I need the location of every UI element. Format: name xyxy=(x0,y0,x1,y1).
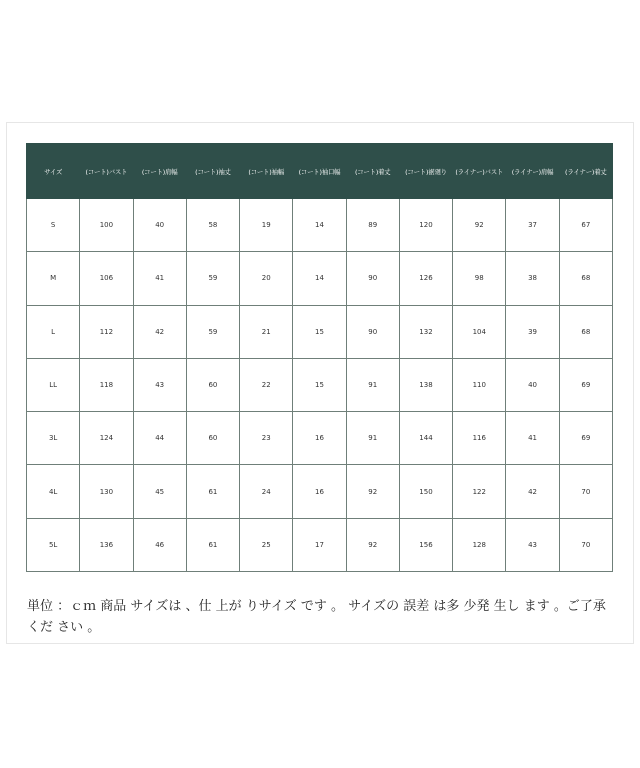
measurement-cell: 90 xyxy=(346,305,399,358)
measurement-cell: 122 xyxy=(453,465,506,518)
measurement-cell: 43 xyxy=(133,358,186,411)
measurement-cell: 91 xyxy=(346,412,399,465)
measurement-cell: 16 xyxy=(293,465,346,518)
measurement-cell: 92 xyxy=(346,518,399,571)
table-row xyxy=(27,305,613,358)
measurement-cell: 41 xyxy=(133,252,186,305)
size-label-cell: 4L xyxy=(27,465,80,518)
measurement-cell: 17 xyxy=(293,518,346,571)
measurement-cell: 68 xyxy=(559,252,612,305)
header-cell: (コート)着丈 xyxy=(346,144,399,199)
measurement-cell: 136 xyxy=(80,518,133,571)
measurement-cell: 100 xyxy=(80,199,133,252)
measurement-cell: 25 xyxy=(240,518,293,571)
measurement-cell: 89 xyxy=(346,199,399,252)
measurement-cell: 24 xyxy=(240,465,293,518)
measurement-cell: 14 xyxy=(293,199,346,252)
size-table-header xyxy=(27,144,613,199)
measurement-cell: 37 xyxy=(506,199,559,252)
measurement-cell: 14 xyxy=(293,252,346,305)
size-label-cell: 5L xyxy=(27,518,80,571)
measurement-cell: 42 xyxy=(506,465,559,518)
measurement-cell: 38 xyxy=(506,252,559,305)
measurement-cell: 120 xyxy=(399,199,452,252)
measurement-cell: 61 xyxy=(186,465,239,518)
measurement-cell: 110 xyxy=(453,358,506,411)
measurement-cell: 44 xyxy=(133,412,186,465)
measurement-cell: 92 xyxy=(453,199,506,252)
measurement-cell: 45 xyxy=(133,465,186,518)
measurement-cell: 60 xyxy=(186,358,239,411)
measurement-cell: 67 xyxy=(559,199,612,252)
header-cell: (コート)裾廻り xyxy=(399,144,452,199)
measurement-cell: 20 xyxy=(240,252,293,305)
measurement-cell: 132 xyxy=(399,305,452,358)
measurement-cell: 126 xyxy=(399,252,452,305)
measurement-cell: 91 xyxy=(346,358,399,411)
size-label-cell: S xyxy=(27,199,80,252)
measurement-cell: 118 xyxy=(80,358,133,411)
measurement-cell: 116 xyxy=(453,412,506,465)
measurement-cell: 39 xyxy=(506,305,559,358)
measurement-cell: 70 xyxy=(559,465,612,518)
table-row xyxy=(27,412,613,465)
header-cell: (コート)バスト xyxy=(80,144,133,199)
header-cell: (コート)肩幅 xyxy=(133,144,186,199)
measurement-cell: 41 xyxy=(506,412,559,465)
measurement-cell: 59 xyxy=(186,305,239,358)
measurement-cell: 156 xyxy=(399,518,452,571)
table-row xyxy=(27,465,613,518)
measurement-cell: 23 xyxy=(240,412,293,465)
measurement-cell: 144 xyxy=(399,412,452,465)
measurement-cell: 68 xyxy=(559,305,612,358)
measurement-cell: 60 xyxy=(186,412,239,465)
measurement-cell: 59 xyxy=(186,252,239,305)
measurement-cell: 130 xyxy=(80,465,133,518)
measurement-cell: 19 xyxy=(240,199,293,252)
measurement-cell: 61 xyxy=(186,518,239,571)
measurement-cell: 98 xyxy=(453,252,506,305)
measurement-cell: 104 xyxy=(453,305,506,358)
measurement-cell: 21 xyxy=(240,305,293,358)
measurement-cell: 22 xyxy=(240,358,293,411)
measurement-cell: 70 xyxy=(559,518,612,571)
table-row xyxy=(27,199,613,252)
measurement-cell: 69 xyxy=(559,358,612,411)
measurement-cell: 16 xyxy=(293,412,346,465)
table-row xyxy=(27,252,613,305)
header-cell: (コート)袖丈 xyxy=(186,144,239,199)
measurement-cell: 46 xyxy=(133,518,186,571)
measurement-cell: 90 xyxy=(346,252,399,305)
size-table xyxy=(26,143,613,572)
measurement-cell: 58 xyxy=(186,199,239,252)
size-label-cell: L xyxy=(27,305,80,358)
measurement-cell: 42 xyxy=(133,305,186,358)
size-label-cell: M xyxy=(27,252,80,305)
table-row xyxy=(27,518,613,571)
measurement-cell: 150 xyxy=(399,465,452,518)
size-note: 単位 ：ｃｍ 商品 サイズは 、仕 上が りサイズ です 。 サイズの 誤差 は多 少発 生し ます 。ご了承 くだ さい 。 xyxy=(27,599,606,635)
measurement-cell: 112 xyxy=(80,305,133,358)
measurement-cell: 138 xyxy=(399,358,452,411)
measurement-cell: 69 xyxy=(559,412,612,465)
measurement-cell: 15 xyxy=(293,305,346,358)
measurement-cell: 40 xyxy=(506,358,559,411)
header-cell: (コート)袖幅 xyxy=(240,144,293,199)
header-cell: (コート)袖口幅 xyxy=(293,144,346,199)
measurement-cell: 40 xyxy=(133,199,186,252)
size-table-body xyxy=(27,199,613,572)
measurement-cell: 124 xyxy=(80,412,133,465)
header-cell: (ライナー)着丈 xyxy=(559,144,612,199)
measurement-cell: 92 xyxy=(346,465,399,518)
measurement-cell: 43 xyxy=(506,518,559,571)
measurement-cell: 15 xyxy=(293,358,346,411)
header-cell-size: サイズ xyxy=(27,144,80,199)
measurement-cell: 128 xyxy=(453,518,506,571)
header-row xyxy=(27,144,613,199)
header-cell: (ライナー)バスト xyxy=(453,144,506,199)
size-label-cell: 3L xyxy=(27,412,80,465)
measurement-cell: 106 xyxy=(80,252,133,305)
size-label-cell: LL xyxy=(27,358,80,411)
table-row xyxy=(27,358,613,411)
header-cell: (ライナー)肩幅 xyxy=(506,144,559,199)
